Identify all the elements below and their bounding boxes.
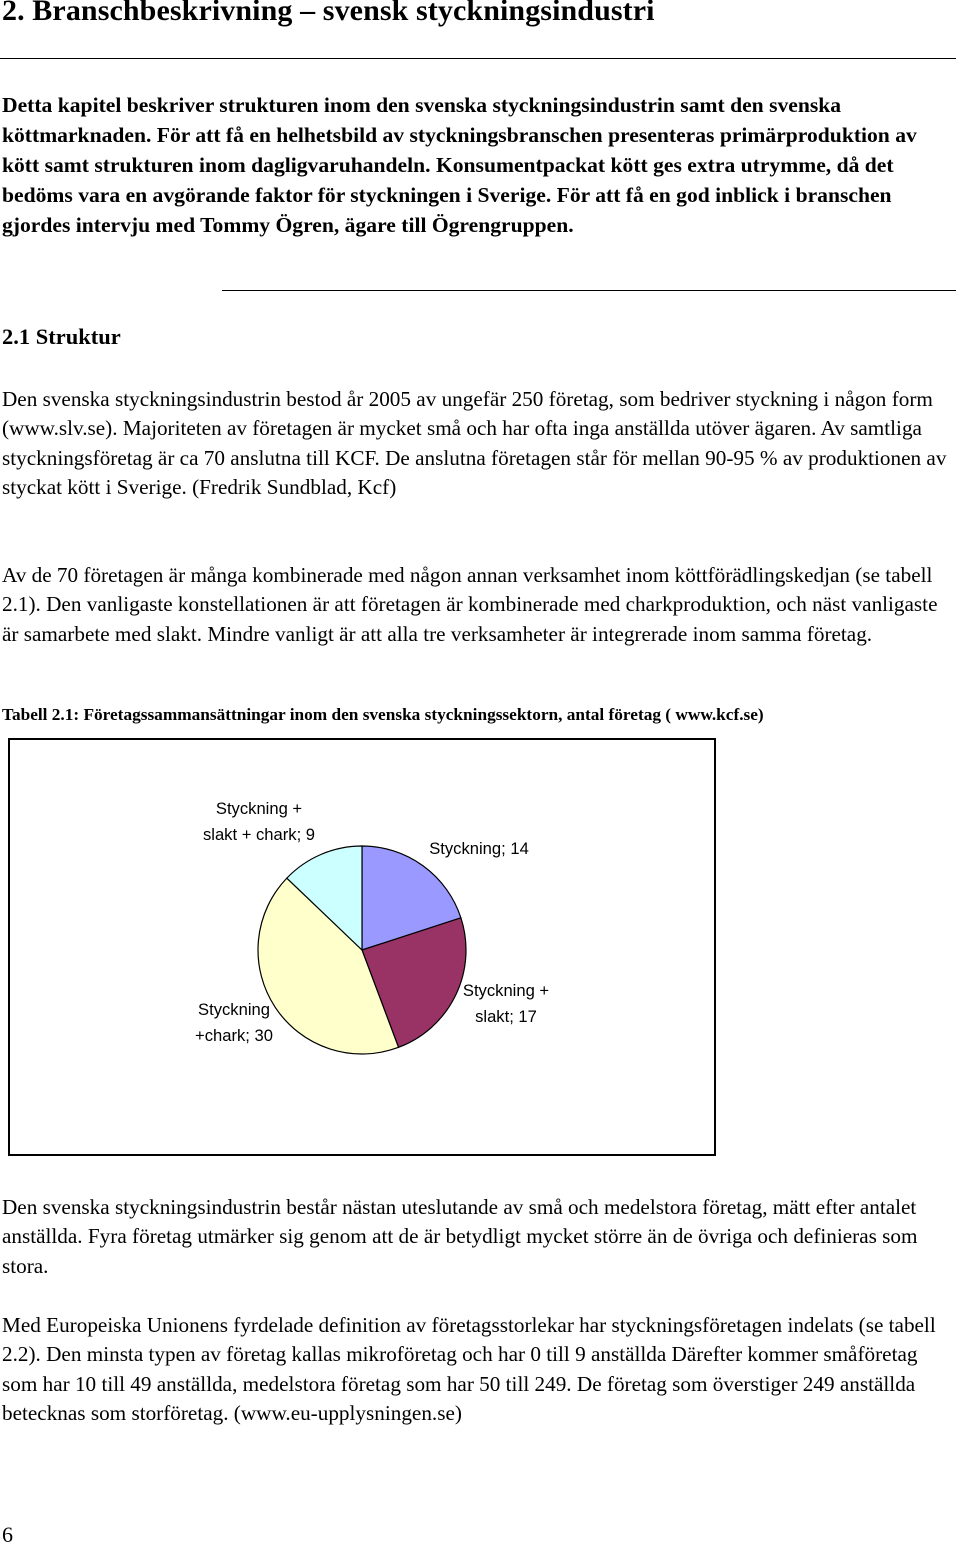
paragraph: Den svenska styckningsindustrin bestod år 2005 av ungefär 250 företag, som bedriver styckning i någon form (www.slv.se). Majoriteten av företagen är mycket små och har ofta inga anställda utöver ägaren. Av samtliga styckningsföretag är ca 70 anslutna till KCF. De anslutna företagen står för mellan 90-95 % av produktionen av styckat kött i Sverige. (Fredrik Sundblad, Kcf)	[2, 387, 947, 500]
paragraph: Av de 70 företagen är många kombinerade med någon annan verksamhet inom köttförädlingskedjan (se tabell 2.1). Den vanligaste konstellationen är att företagen är kombinerade med charkproduktion, och näst vanligaste är samarbete med slakt. Mindre vanligt är att alla tre verksamheter är integrerade inom samma företag.	[2, 563, 938, 646]
chapter-intro: Detta kapitel beskriver strukturen inom den svenska styckningsindustrin samt den svenska köttmarknaden. För att få en helhetsbild av styckningsbranschen presenteras primärproduktion av kött samt strukturen inom dagligvaruhandeln. Konsumentpackat kött ges extra utrymme, då det bedöms vara en avgörande faktor för styckningen i Sverige. För att få en god inblick i branschen gjordes intervju med Tommy Ögren, ägare till Ögrengruppen.	[2, 93, 917, 237]
table-caption: Tabell 2.1: Företagssammansättningar inom den svenska styckningssektorn, antal företag ( www.kcf.se)	[2, 705, 764, 724]
pie-slice-label: Styckning + slakt + chark; 9	[202, 799, 316, 844]
paragraph: Med Europeiska Unionens fyrdelade definition av företagsstorlekar har styckningsföretagen indelats (se tabell 2.2). Den minsta typen av företag kallas mikroföretag och har 0 till 9 anställda Därefter kommer småföretag som har 10 till 49 anställda, medelstora företag som har 50 till 249. De företag som överstiger 249 anställda betecknas som storföretag. (www.eu-upplysningen.se)	[2, 1313, 936, 1426]
pie-slice-label: Styckning; 14	[429, 839, 529, 858]
pie-slice-label: Styckning + slakt; 17	[462, 981, 550, 1026]
chapter-heading: 2. Branschbeskrivning – svensk styckningsindustri	[2, 0, 655, 27]
section-title: 2.1 Struktur	[2, 324, 121, 349]
pie-slice-label: Styckning +chark; 30	[195, 1000, 273, 1045]
pie-chart	[10, 740, 714, 1154]
pie-chart-frame	[8, 738, 716, 1156]
intro-divider	[222, 290, 956, 291]
heading-divider	[0, 58, 956, 59]
paragraph: Den svenska styckningsindustrin består nästan uteslutande av små och medelstora företag, mätt efter antalet anställda. Fyra företag utmärker sig genom att de är betydligt mycket större än de övriga och definieras som stora.	[2, 1195, 918, 1278]
page-number: 6	[2, 1522, 13, 1547]
